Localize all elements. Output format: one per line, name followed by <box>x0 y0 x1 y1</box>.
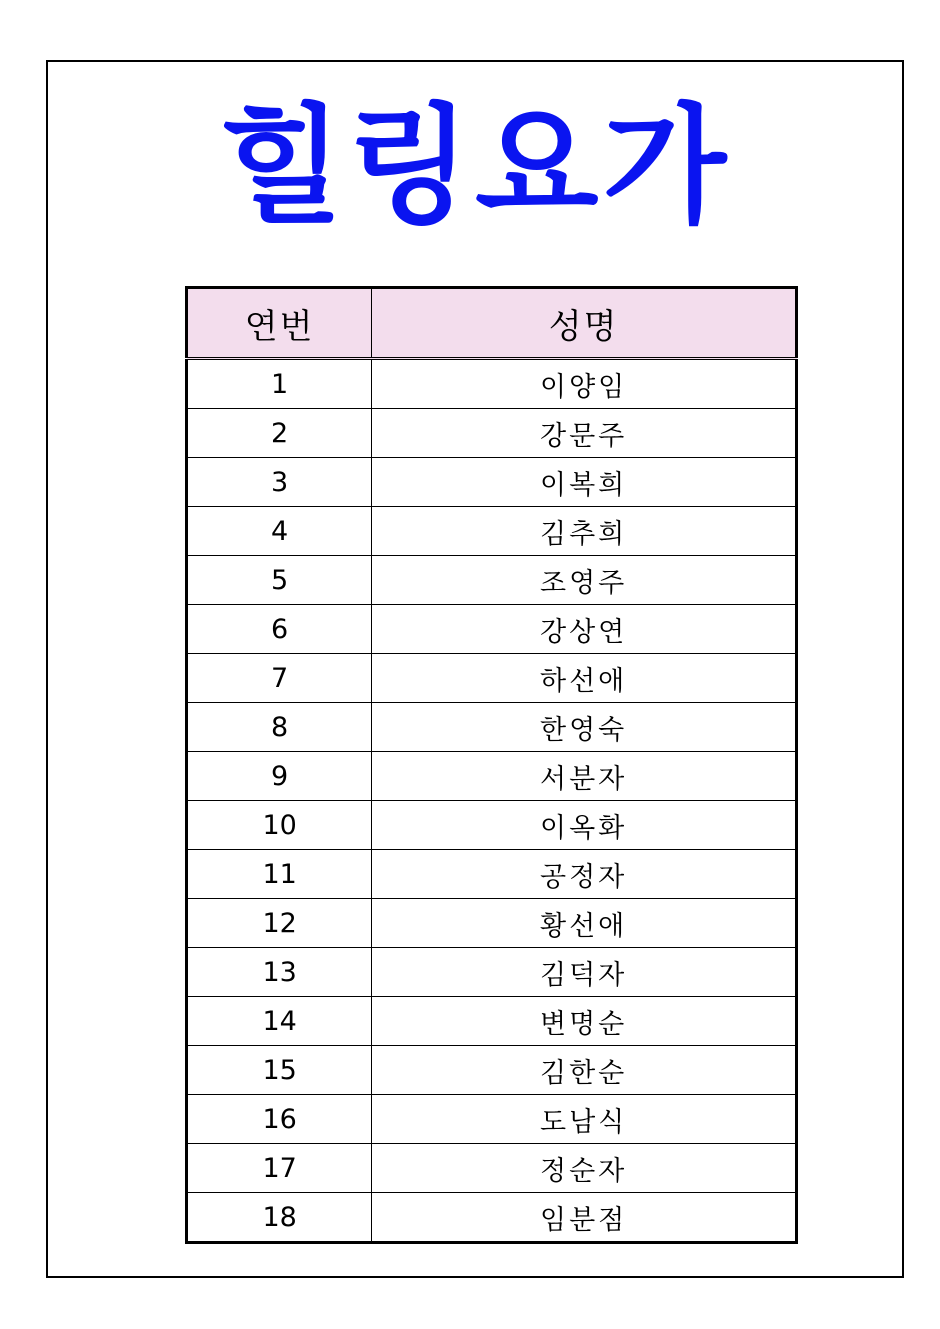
row-number: 8 <box>187 703 372 752</box>
header-name: 성명 <box>372 288 797 359</box>
row-number: 3 <box>187 458 372 507</box>
table-row <box>187 1095 797 1144</box>
row-name: 도남식 <box>372 1095 797 1144</box>
row-name: 정순자 <box>372 1144 797 1193</box>
row-name: 공정자 <box>372 850 797 899</box>
table-row <box>187 997 797 1046</box>
table-row <box>187 507 797 556</box>
row-name: 강상연 <box>372 605 797 654</box>
row-number: 11 <box>187 850 372 899</box>
row-number: 2 <box>187 409 372 458</box>
row-number: 17 <box>187 1144 372 1193</box>
row-number: 18 <box>187 1193 372 1243</box>
row-number: 15 <box>187 1046 372 1095</box>
row-name: 강문주 <box>372 409 797 458</box>
table-row <box>187 801 797 850</box>
row-name: 김추희 <box>372 507 797 556</box>
table-row <box>187 654 797 703</box>
table-row <box>187 948 797 997</box>
table-row <box>187 409 797 458</box>
row-name: 임분점 <box>372 1193 797 1243</box>
table-row <box>187 359 797 409</box>
row-name: 한영숙 <box>372 703 797 752</box>
row-number: 1 <box>187 359 372 409</box>
table-row <box>187 899 797 948</box>
row-name: 황선애 <box>372 899 797 948</box>
row-name: 변명순 <box>372 997 797 1046</box>
row-number: 14 <box>187 997 372 1046</box>
row-number: 7 <box>187 654 372 703</box>
table-row <box>187 703 797 752</box>
row-number: 12 <box>187 899 372 948</box>
table-row <box>187 556 797 605</box>
row-number: 10 <box>187 801 372 850</box>
row-name: 서분자 <box>372 752 797 801</box>
table-row <box>187 1193 797 1243</box>
row-number: 5 <box>187 556 372 605</box>
row-name: 김덕자 <box>372 948 797 997</box>
row-number: 16 <box>187 1095 372 1144</box>
row-number: 6 <box>187 605 372 654</box>
row-number: 13 <box>187 948 372 997</box>
row-name: 이양임 <box>372 359 797 409</box>
table-row <box>187 1046 797 1095</box>
document-title: 힐링요가 <box>219 92 731 241</box>
row-name: 하선애 <box>372 654 797 703</box>
row-number: 9 <box>187 752 372 801</box>
row-name: 조영주 <box>372 556 797 605</box>
table-row <box>187 850 797 899</box>
row-name: 김한순 <box>372 1046 797 1095</box>
header-number: 연번 <box>187 288 372 359</box>
row-number: 4 <box>187 507 372 556</box>
table-row <box>187 605 797 654</box>
header-row <box>187 288 797 359</box>
roster-body <box>187 359 797 1243</box>
row-name: 이복희 <box>372 458 797 507</box>
table-row <box>187 752 797 801</box>
table-row <box>187 458 797 507</box>
roster-table <box>185 286 798 1244</box>
table-row <box>187 1144 797 1193</box>
row-name: 이옥화 <box>372 801 797 850</box>
